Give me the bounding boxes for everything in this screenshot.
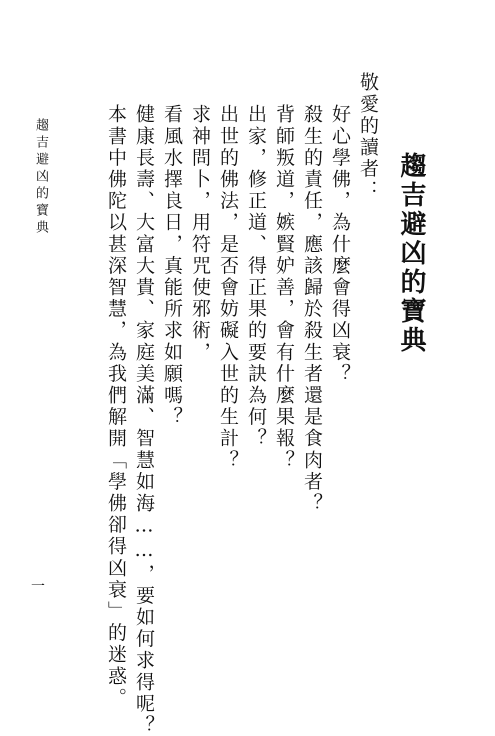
body-line-8: 健康長壽、大富大貴、家庭美滿、智慧如海……，要如何求得呢？ [133, 104, 155, 736]
body-line-6: 求神問卜，用符咒使邪術， [189, 104, 211, 364]
body-line-4: 出家，修正道、得正果的要訣為何？ [245, 104, 267, 450]
body-line-3: 背師叛道，嫉賢妒善，會有什麼果報？ [273, 104, 295, 472]
chapter-title: 趨吉避凶的寶典 [396, 152, 426, 355]
page-number: 一 [31, 579, 45, 595]
running-head: 趨吉避凶的寶典 [33, 118, 48, 237]
body-line-5: 出世的佛法，是否會妨礙入世的生計？ [217, 104, 239, 472]
body-line-2: 殺生的責任，應該歸於殺生者還是食肉者？ [301, 104, 323, 515]
body-line-7: 看風水擇良日，真能所求如願嗎？ [161, 104, 183, 428]
body-line-1: 好心學佛，為什麼會得凶衰？ [329, 104, 351, 385]
greeting-line: 敬愛的讀者： [357, 72, 379, 202]
body-line-9: 本書中佛陀以甚深智慧，為我們解開「學佛卻得凶衰」的迷惑。 [105, 104, 127, 709]
